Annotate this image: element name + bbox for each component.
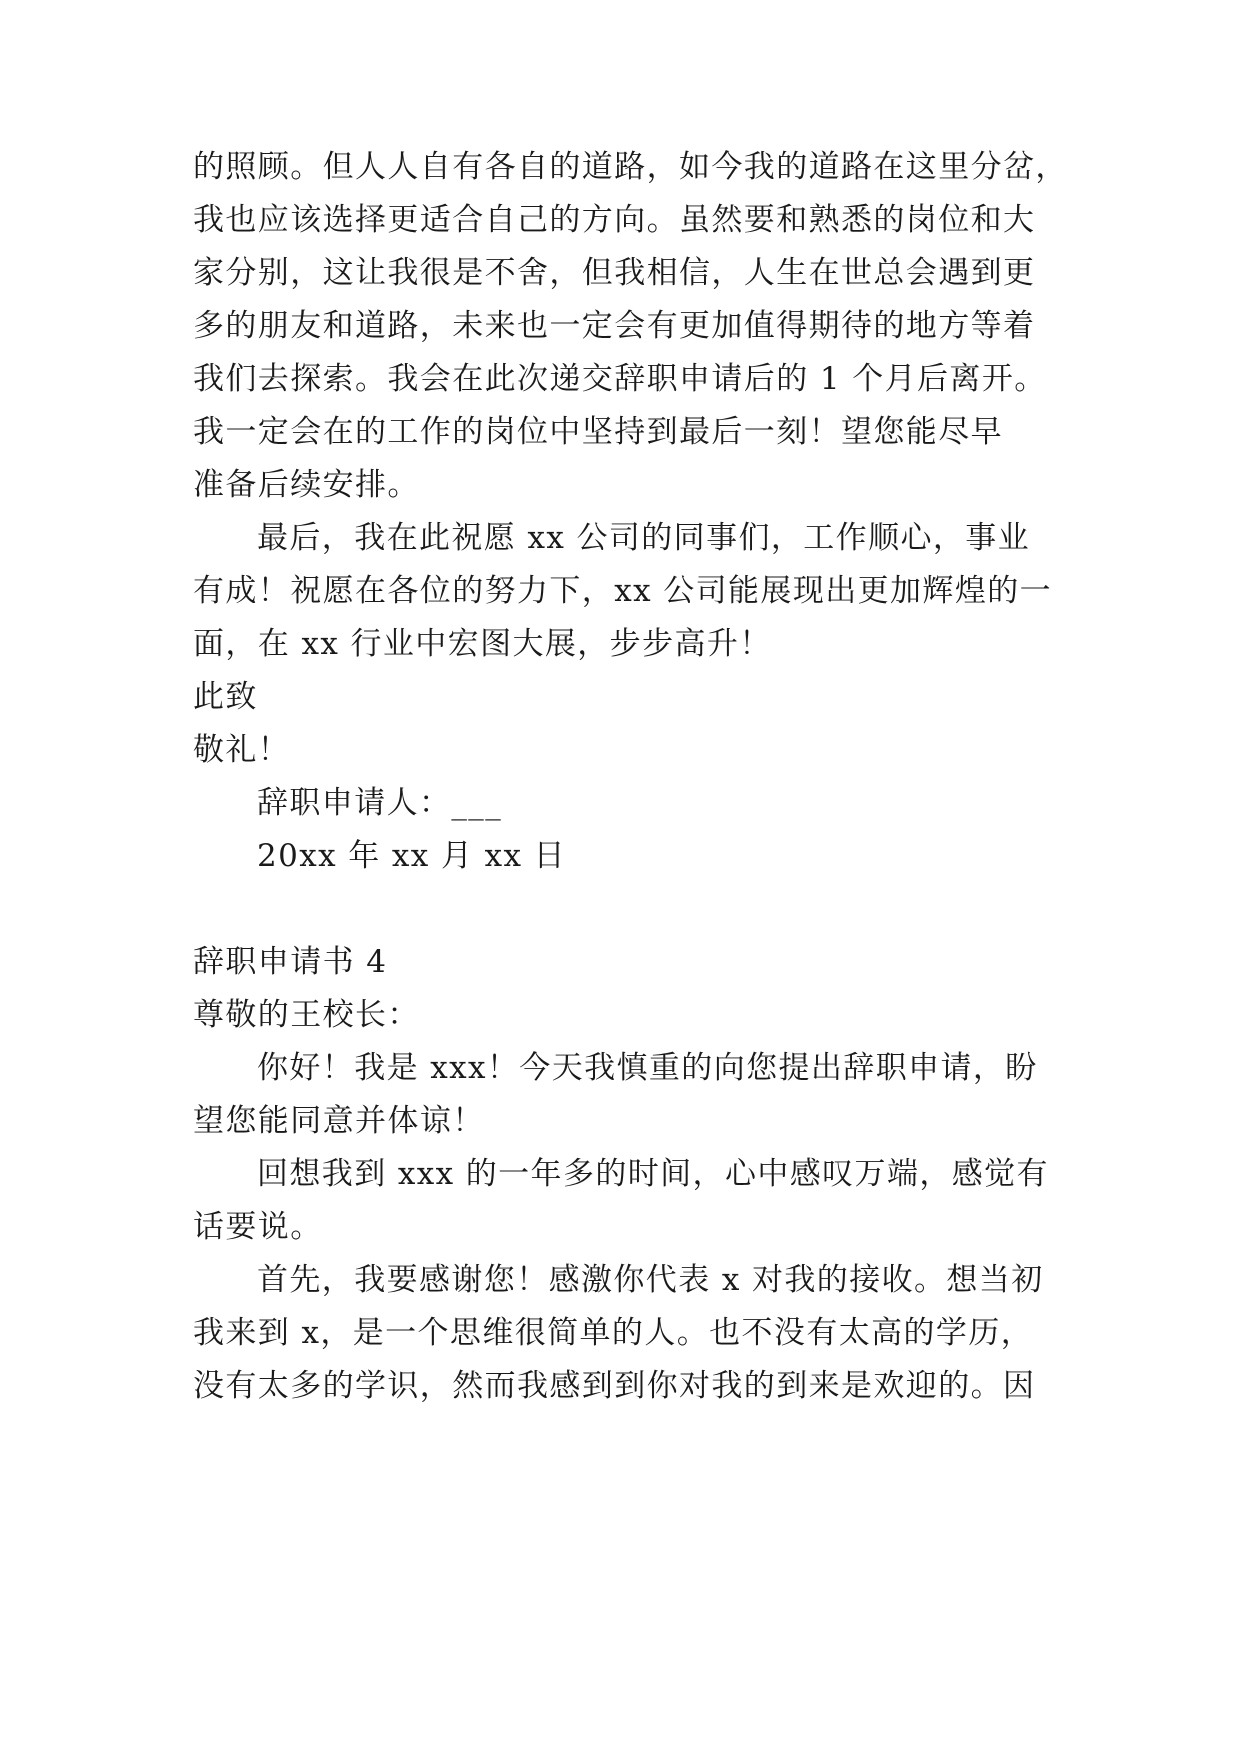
body-line: 多的朋友和道路，未来也一定会有更加值得期待的地方等着 <box>193 308 1036 344</box>
letter-title: 辞职申请书 4 <box>193 944 388 980</box>
signature-line: 辞职申请人：___ <box>257 785 503 821</box>
closing-line: 最后，我在此祝愿 xx 公司的同事们，工作顺心，事业 <box>257 520 1031 556</box>
date-line: 20xx 年 xx 月 xx 日 <box>257 838 567 874</box>
paragraph-line: 首先，我要感谢您！感激你代表 x 对我的接收。想当初 <box>257 1262 1044 1298</box>
body-line: 我一定会在的工作的岗位中坚持到最后一刻！望您能尽早 <box>193 414 1003 450</box>
recipient-line: 尊敬的王校长： <box>193 997 420 1033</box>
body-line: 我们去探索。我会在此次递交辞职申请后的 1 个月后离开。 <box>193 361 1047 397</box>
paragraph-line: 你好！我是 xxx！今天我慎重的向您提出辞职申请，盼 <box>257 1050 1038 1086</box>
paragraph-line: 话要说。 <box>193 1209 323 1245</box>
salutation-line-2: 敬礼！ <box>193 732 291 768</box>
body-line: 家分别，这让我很是不舍，但我相信，人生在世总会遇到更 <box>193 255 1036 291</box>
body-line: 准备后续安排。 <box>193 467 420 503</box>
body-line: 我也应该选择更适合自己的方向。虽然要和熟悉的岗位和大 <box>193 202 1036 238</box>
salutation-line-1: 此致 <box>193 679 258 715</box>
closing-line: 面，在 xx 行业中宏图大展，步步高升！ <box>193 626 772 662</box>
paragraph-line: 没有太多的学识，然而我感到到你对我的到来是欢迎的。因 <box>193 1368 1036 1404</box>
paragraph-line: 回想我到 xxx 的一年多的时间，心中感叹万端，感觉有 <box>257 1156 1049 1192</box>
closing-line: 有成！祝愿在各位的努力下，xx 公司能展现出更加辉煌的一 <box>193 573 1053 609</box>
body-line: 的照顾。但人人自有各自的道路，如今我的道路在这里分岔， <box>193 149 1068 185</box>
paragraph-line: 我来到 x，是一个思维很简单的人。也不没有太高的学历， <box>193 1315 1034 1351</box>
paragraph-line: 望您能同意并体谅！ <box>193 1103 485 1139</box>
